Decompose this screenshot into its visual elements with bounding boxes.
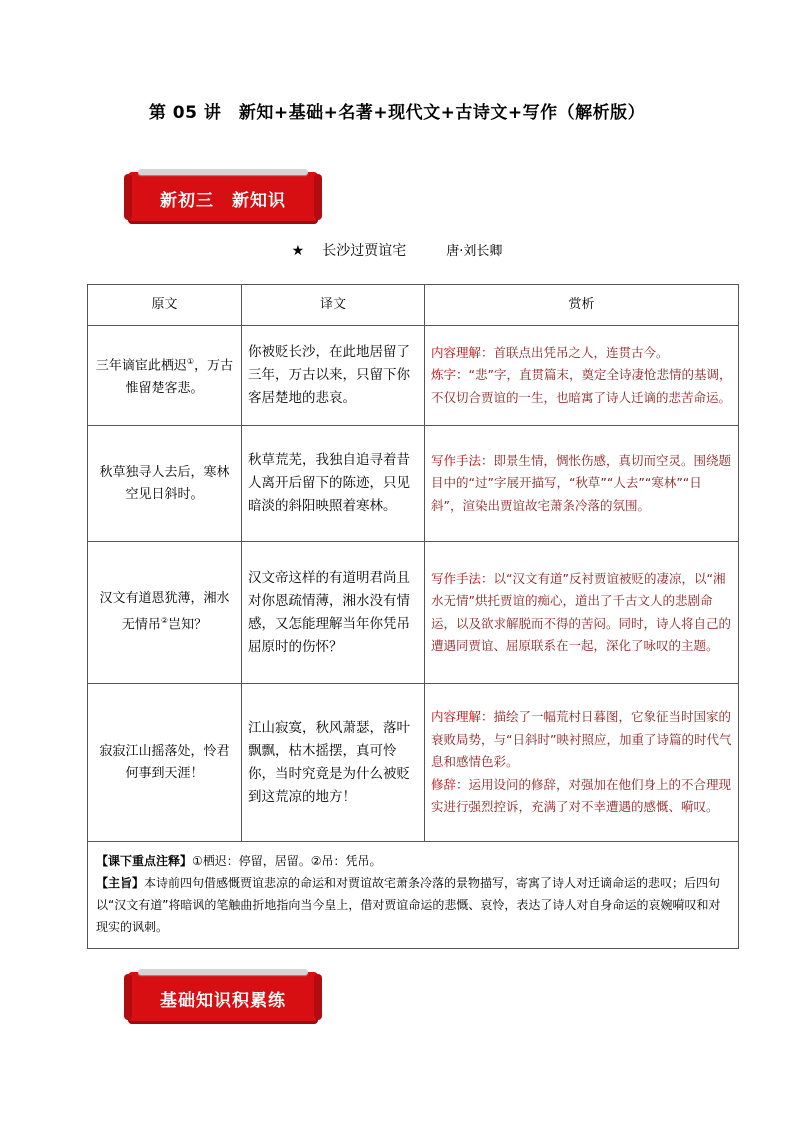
- table-header-row: [88, 285, 739, 326]
- table-row: [88, 326, 739, 426]
- header-translation: 译文: [242, 285, 425, 326]
- banner-label: 新初三 新知识: [160, 190, 286, 211]
- appreciation-text: 写作手法：以“汉文有道”反衬贾谊被贬的凄凉，以“湘水无情”烘托贾谊的痴心，道出了千古文人的悲剧命运，以及欲求解脱而不得的苦闷。同时，诗人将自己的遭遇同贾谊、屈原联系在一起，深化了咏叹的主题。: [425, 542, 739, 684]
- poem-heading: [0, 240, 794, 260]
- appreciation-text: 内容理解：首联点出凭吊之人，连贯古今。 炼字：“悲”字，直贯篇末，奠定全诗凄怆悲情的基调，不仅切合贾谊的一生，也暗寓了诗人迁谪的悲苦命运。: [425, 326, 739, 426]
- translation-text: 江山寂寞，秋风萧瑟，落叶飘飘，枯木摇摆，真可怜你，当时究竟是为什么被贬到这荒凉的地方！: [242, 684, 425, 842]
- original-text: 三年谪宦此栖迟①，万古惟留楚客悲。: [88, 326, 242, 426]
- table-row: [88, 684, 739, 842]
- translation-text: 你被贬长沙，在此地居留了三年，万古以来，只留下你客居楚地的悲哀。: [242, 326, 425, 426]
- table-row: [88, 542, 739, 684]
- notes-text: ①栖迟：停留，居留。②吊：凭吊。: [192, 854, 382, 868]
- theme-text: 本诗前四句借感慨贾谊悲凉的命运和对贾谊故宅萧条冷落的景物描写，寄寓了诗人对迁谪命运的悲叹；后四句以“汉文有道”将暗讽的笔触曲折地指向当今皇上，借对贾谊命运的悲慨、哀怜，表达了诗人对自身命运的哀婉嗬叹和对现实的讽刺。: [96, 876, 721, 934]
- notes-label: 【课下重点注释】: [96, 854, 193, 868]
- star-icon: ★: [291, 243, 305, 259]
- section-banner-basic-knowledge: [128, 972, 318, 1024]
- table-row: [88, 426, 739, 542]
- section-banner-new-knowledge: [128, 172, 318, 224]
- poem-author: 唐·刘长卿: [446, 244, 503, 259]
- header-appreciation: 赏析: [425, 285, 739, 326]
- banner-label: 基础知识积累练: [160, 990, 286, 1011]
- appreciation-text: 写作手法：即景生情，惆怅伤感，真切而空灵。围绕题目中的“过”字展开描写，“秋草”“人去”“寒林”“日斜”，渲染出贾谊故宅萧条冷落的氛围。: [425, 426, 739, 542]
- poem-title: 长沙过贾谊宅: [322, 243, 407, 259]
- original-text: 秋草独寻人去后，寒林空见日斜时。: [88, 426, 242, 542]
- appreciation-text: 内容理解：描绘了一幅荒村日暮图，它象征当时国家的衰败局势，与“日斜时”映衬照应，加重了诗篇的时代气息和感情色彩。 修辞：运用设问的修辞，对强加在他们身上的不合理现实进行强烈控诉，充满了对不幸遭遇的感慨、嗬叹。: [425, 684, 739, 842]
- header-original: 原文: [88, 285, 242, 326]
- poem-analysis-table: [87, 284, 739, 949]
- notes-cell: [88, 842, 739, 949]
- theme-label: 【主旨】: [96, 876, 145, 890]
- original-text: 汉文有道恩犹薄，湘水无情吊②岂知？: [88, 542, 242, 684]
- translation-text: 秋草荒芜，我独自追寻着昔人离开后留下的陈迹，只见暗淡的斜阳映照着寒林。: [242, 426, 425, 542]
- translation-text: 汉文帝这样的有道明君尚且对你恩疏情薄，湘水没有情感，又怎能理解当年你凭吊屈原时的伤怀？: [242, 542, 425, 684]
- original-text: 寂寂江山摇落处，怜君何事到天涯！: [88, 684, 242, 842]
- notes-row: [88, 842, 739, 949]
- page-title: 第 05 讲 新知+基础+名著+现代文+古诗文+写作（解析版）: [148, 103, 646, 123]
